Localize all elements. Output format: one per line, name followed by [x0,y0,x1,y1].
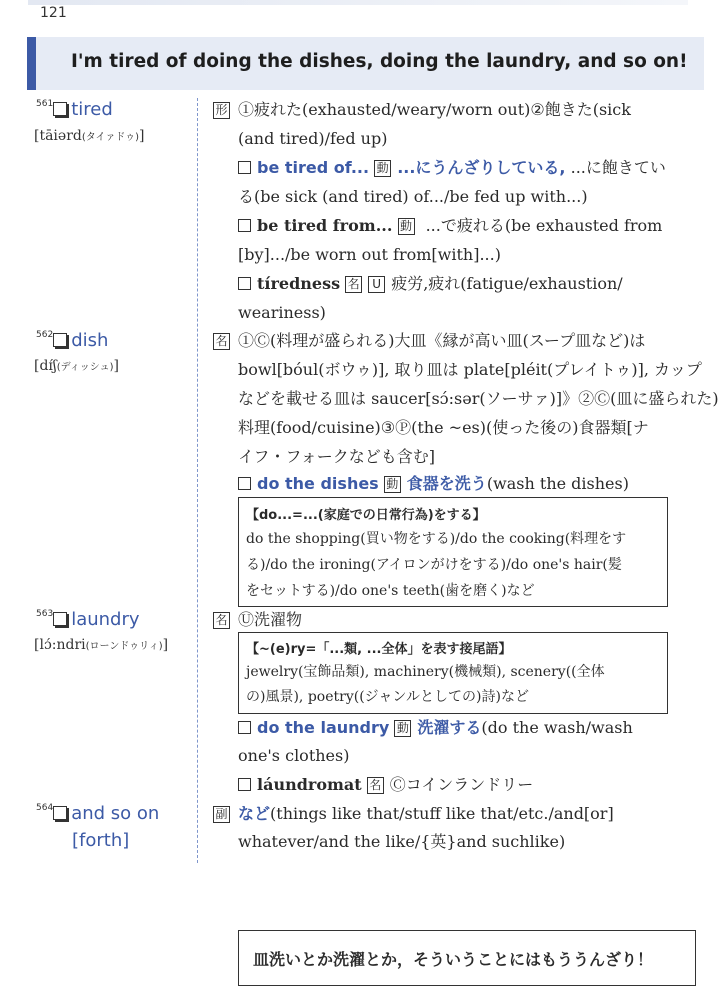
pos-noun-icon: 名 [213,333,230,350]
phrase-line: do the dishes 動 食器を洗う(wash the dishes) [238,474,629,494]
phrase-line: be tired of... 動 ...にうんざりしている, ...に飽きてい [238,158,666,178]
entry-and-so-on-head [36,803,160,851]
note-box-ery [238,632,668,714]
definition-line: ①Ⓒ(料理が盛られる)大皿《縁が高い皿(スープ皿など)は [238,331,646,350]
definition-line: bowl[bóul(ボウゥ)], 取り皿は plate[pléit(プレイトゥ)], カップ [238,360,702,379]
uncountable-icon: U [368,276,385,293]
checkbox-icon[interactable] [238,277,251,290]
pronunciation: [tāiərd(タイァドゥ)] [34,128,145,144]
definition-line: Ⓤ洗濯物 [238,610,303,629]
checkbox-icon[interactable] [53,102,67,116]
pronunciation: [lɔ́:ndri(ローンドゥリィ)] [34,637,169,653]
entry-tired-head [36,99,113,120]
pos-noun-icon: 名 [213,612,230,629]
note-line: の)風景), poetry((ジャンルとしての)詩)など [246,689,529,705]
pos-verb-icon: 動 [374,160,391,177]
top-strip [28,0,688,5]
summary-text: 皿洗いとか洗濯とか，そういうことにはもううんざり！ [253,950,654,969]
pos-adverb-icon: 副 [213,806,230,823]
phrase-line: láundromat 名 Ⓒコインランドリー [238,775,533,795]
note-box-do [238,497,668,607]
headword: dish [71,330,109,351]
definition-line: ①疲れた(exhausted/weary/worn out)②飽きた(sick [238,100,631,119]
checkbox-icon[interactable] [238,219,251,232]
definition-line: 料理(food/cuisine)③Ⓟ(the ~es)(使った後の)食器類[ナ [238,418,649,437]
headword-variant: [forth] [72,830,130,851]
pos-verb-icon: 動 [394,720,411,737]
checkbox-icon[interactable] [53,806,67,820]
definition-line: などを載せる皿は saucer[sɔ́:sər(ソーサァ)]》②Ⓒ(皿に盛られた) [238,389,719,408]
phrase-line: be tired from... 動 ...で疲れる(be exhausted from [238,216,662,236]
pos-noun-icon: 名 [367,777,384,794]
checkbox-icon[interactable] [238,477,251,490]
phrase-line: one's clothes) [238,746,350,765]
entry-dish-head [36,330,108,351]
headword: laundry [71,609,140,630]
column-divider [197,98,198,863]
checkbox-icon[interactable] [53,612,67,626]
entry-number: 562 [36,330,54,340]
note-title: 【do...=...(家庭での日常行為)をする】 [246,508,486,523]
pos-verb-icon: 動 [384,476,401,493]
entry-laundry-head [36,609,140,630]
pos-noun-icon: 名 [345,276,362,293]
note-title: 【~(e)ry=「...類, ...全体」を表す接尾語】 [246,642,512,657]
pos-verb-icon: 動 [398,218,415,235]
entry-number: 564 [36,803,54,813]
summary-box [238,930,696,986]
pronunciation: [dɪ́ʃ(ディッシュ)] [34,358,119,374]
note-line: do the shopping(買い物をする)/do the cooking(料理をす [246,531,627,547]
phrase-line: do the laundry 動 洗濯する(do the wash/wash [238,718,633,738]
note-line: をセットする)/do one's teeth(歯を磨く)など [246,583,535,599]
phrase-line: tíredness 名 U 疲労,疲れ(fatigue/exhaustion/ [238,274,623,294]
definition-line: (and tired)/fed up) [238,129,388,148]
headword: and so on [71,803,160,824]
headword: tired [71,99,113,120]
checkbox-icon[interactable] [53,333,67,347]
checkbox-icon[interactable] [238,721,251,734]
entry-number: 561 [36,99,54,109]
note-line: る)/do the ironing(アイロンがけをする)/do one's hair(髪 [246,557,622,573]
page-number: 121 [40,5,67,21]
definition-line: など(things like that/stuff like that/etc./and[or] [238,804,614,823]
checkbox-icon[interactable] [238,778,251,791]
page-title: I'm tired of doing the dishes, doing the laundry, and so on! [71,51,688,72]
phrase-line: る(be sick (and tired) of.../be fed up with...) [238,187,588,206]
pos-adjective-icon: 形 [213,102,230,119]
phrase-line: weariness) [238,303,326,322]
phrase-line: [by].../be worn out from[with]...) [238,245,501,264]
entry-number: 563 [36,609,54,619]
title-banner [27,37,704,90]
definition-line: イフ・フォークなども含む] [238,447,435,466]
note-line: jewelry(宝飾品類), machinery(機械類), scenery((全体 [246,664,605,680]
definition-line: whatever/and the like/{英}and suchlike) [238,832,566,851]
checkbox-icon[interactable] [238,161,251,174]
